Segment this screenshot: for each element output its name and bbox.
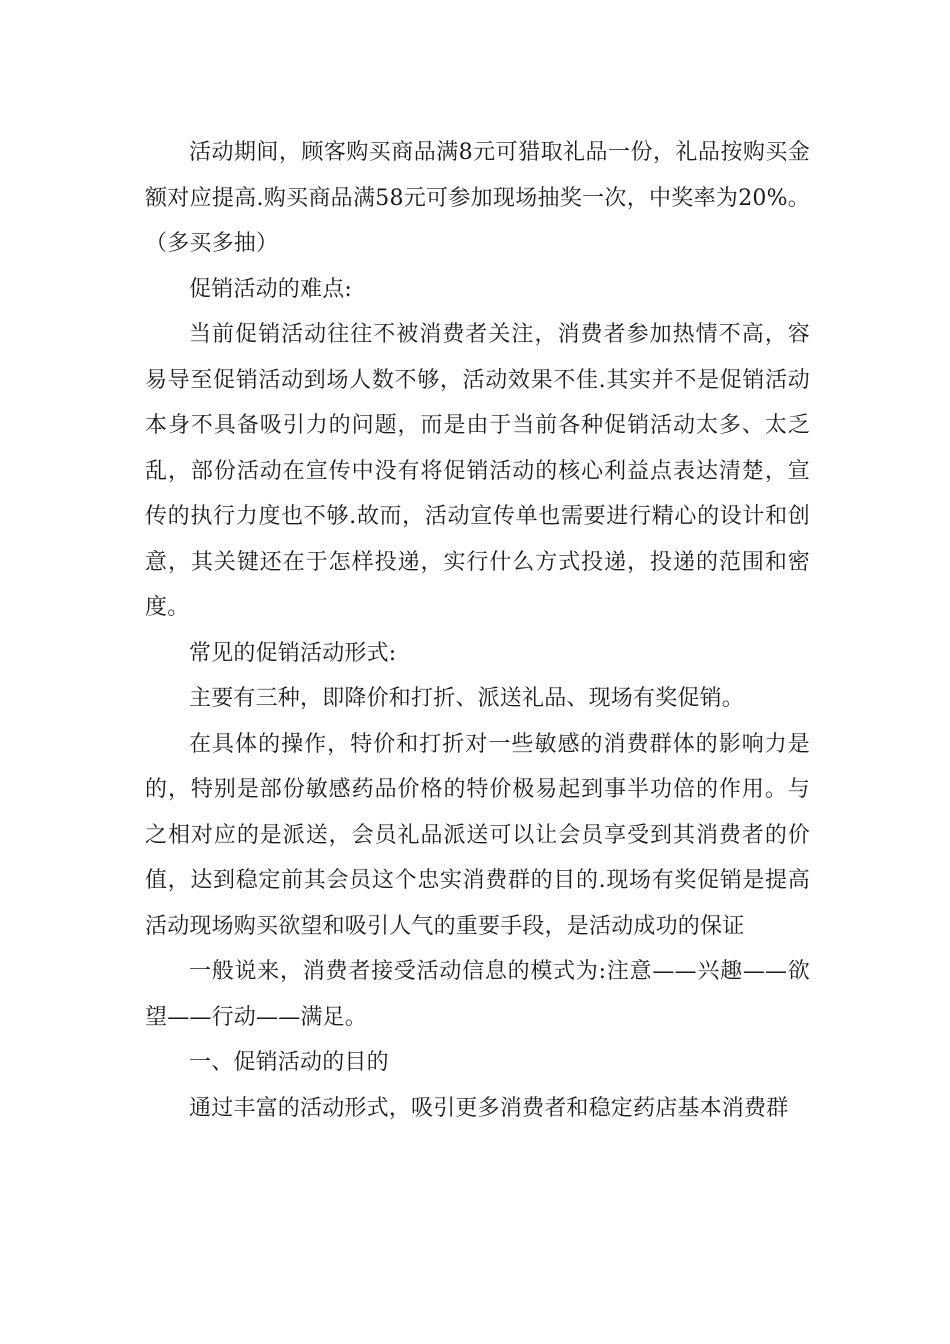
- heading-common-forms: 常见的促销活动形式:: [189, 640, 397, 666]
- paragraph-activity-period: 活动期间，顾客购买商品满8元可猎取礼品一份，礼品按购买金额对应提高.购买商品满58元可参加现场抽奖一次，中奖率为20%。（多买多抽）: [145, 140, 810, 256]
- heading-promotion-difficulties: 促销活动的难点:: [189, 276, 353, 302]
- paragraph-three-forms: 主要有三种，即降价和打折、派送礼品、现场有奖促销。: [189, 686, 745, 711]
- paragraph-difficulties: 当前促销活动往往不被消费者关注，消费者参加热情不高，容易导至促销活动到场人数不够，活动效果不佳.其实并不是促销活动本身不具备吸引力的问题，而是由于当前各种促销活动太多、太乏乱，部份活动在宣传中没有将促销活动的核心利益点表达清楚，宣传的执行力度也不够.故而，活动宣传单也需要进行精心的设计和创意，其关键还在于怎样投递，实行什么方式投递，投递的范围和密度。: [145, 322, 810, 620]
- document-body: [145, 130, 810, 1131]
- paragraph-operation: 在具体的操作，特价和打折对一些敏感的消费群体的影响力是的，特别是部份敏感药品价格的特价极易起到事半功倍的作用。与之相对应的是派送，会员礼品派送可以让会员享受到其消费者的价值，达到稳定前其会员这个忠实消费群的目的.现场有奖促销是提高活动现场购买欲望和吸引人气的重要手段，是活动成功的保证: [145, 731, 810, 939]
- paragraph-consumer-model: 一般说来，消费者接受活动信息的模式为:注意——兴趣——欲望——行动——满足。: [145, 959, 810, 1030]
- paragraph-purpose: 通过丰富的活动形式，吸引更多消费者和稳定药店基本消费群: [189, 1095, 789, 1121]
- heading-section-one: 一、促销活动的目的: [189, 1050, 389, 1075]
